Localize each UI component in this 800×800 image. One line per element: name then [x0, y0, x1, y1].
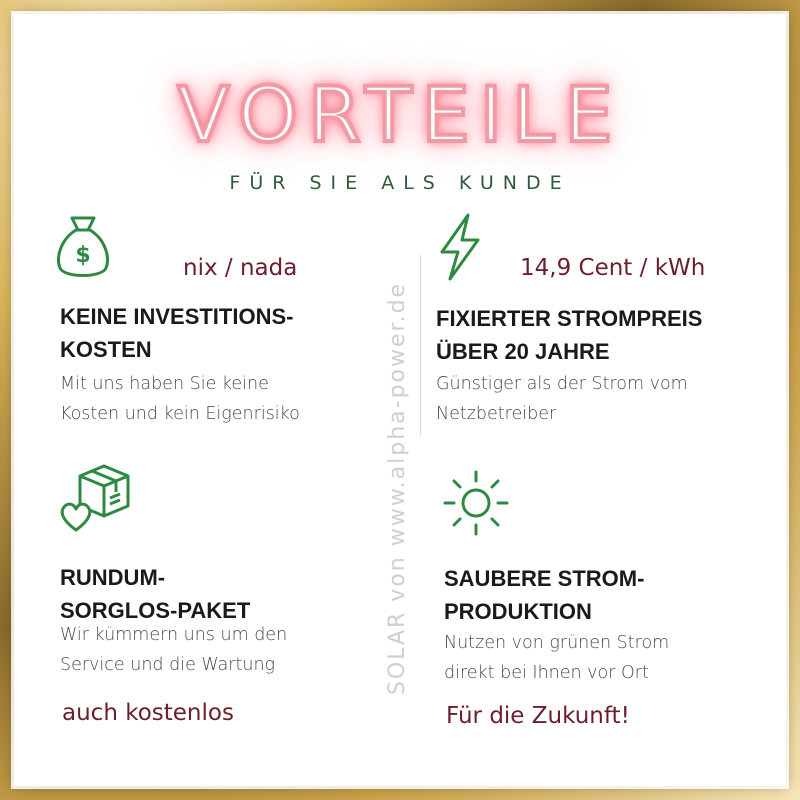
feature-heading	[60, 561, 380, 627]
heading-line: PRODUKTION	[444, 599, 592, 624]
description-line: Mit uns haben Sie keine	[60, 374, 269, 394]
heading-line: SORGLOS-PAKET	[60, 598, 251, 623]
feature-tag: Für die Zukunft!	[446, 703, 630, 729]
feature-tag: nix / nada	[183, 255, 298, 281]
description-line: direkt bei Ihnen vor Ort	[444, 663, 649, 683]
feature-heading	[444, 562, 764, 628]
description-line: Kosten und kein Eigenrisiko	[60, 404, 300, 424]
svg-text:$: $	[75, 243, 91, 268]
page-subtitle: FÜR SIE ALS KUNDE	[229, 172, 571, 194]
description-line: Service und die Wartung	[60, 655, 276, 675]
page-title: VORTEILE	[177, 70, 623, 159]
feature-description	[60, 369, 380, 429]
lightning-icon	[432, 212, 488, 282]
feature-tag: auch kostenlos	[62, 700, 234, 726]
feature-heading	[436, 302, 776, 368]
website-label: SOLAR von www.alpha-power.de	[385, 281, 411, 695]
package-heart-icon	[58, 462, 134, 534]
description-line: Günstiger als der Strom vom	[436, 374, 688, 394]
heading-line: ÜBER 20 JAHRE	[436, 339, 610, 364]
feature-description	[60, 620, 380, 680]
vertical-website-text	[383, 253, 413, 723]
sun-icon	[441, 468, 511, 538]
description-line: Nutzen von grünen Strom	[444, 633, 670, 653]
money-bag-icon	[52, 210, 114, 282]
heading-line: RUNDUM-	[60, 565, 166, 590]
heading-line: FIXIERTER STROMPREIS	[436, 306, 703, 331]
feature-heading	[60, 300, 380, 366]
heading-line: SAUBERE STROM-	[444, 566, 645, 591]
heading-line: KOSTEN	[60, 337, 152, 362]
description-line: Netzbetreiber	[436, 404, 557, 424]
feature-description	[436, 369, 756, 429]
column-divider	[420, 255, 421, 435]
feature-tag: 14,9 Cent / kWh	[520, 255, 706, 281]
description-line: Wir kümmern uns um den	[60, 625, 288, 645]
feature-description	[444, 628, 764, 688]
heading-line: KEINE INVESTITIONS-	[60, 304, 294, 329]
